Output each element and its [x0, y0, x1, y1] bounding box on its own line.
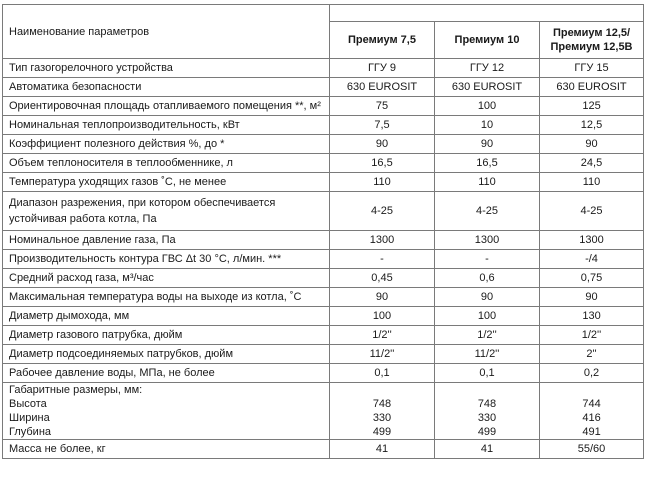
row-value: 1300 — [435, 231, 540, 250]
table-row — [3, 326, 644, 345]
row-value: 630 EUROSIT — [435, 78, 540, 97]
table-row — [3, 345, 644, 364]
row-value: 0,45 — [330, 269, 435, 288]
row-value: 1/2'' — [435, 326, 540, 345]
row-value: 90 — [330, 288, 435, 307]
table-row — [3, 154, 644, 173]
dimension-height-label: Высота — [9, 398, 47, 410]
row-value: 130 — [540, 307, 644, 326]
dimension-depth-value: 491 — [582, 426, 601, 438]
table-row — [3, 231, 644, 250]
dimensions-labels — [3, 383, 330, 440]
table-row — [3, 364, 644, 383]
dimension-width-value: 330 — [372, 412, 392, 424]
table-row — [3, 116, 644, 135]
dimensions-values-3 — [540, 383, 644, 440]
row-value: -/4 — [540, 250, 644, 269]
dimension-width-label: Ширина — [9, 412, 50, 424]
row-label: Средний расход газа, м³/час — [3, 269, 330, 288]
row-label: Ориентировочная площадь отапливаемого помещения **, м² — [3, 97, 330, 116]
row-value: 125 — [540, 97, 644, 116]
boiler-spec-table — [2, 4, 644, 459]
row-label: Рабочее давление воды, МПа, не более — [3, 364, 330, 383]
dimension-height-value: 748 — [477, 398, 497, 410]
row-value: 16,5 — [330, 154, 435, 173]
row-label: Максимальная температура воды на выходе из котла, ˚С — [3, 288, 330, 307]
dimension-height-value: 748 — [372, 398, 392, 410]
dimensions-values-2 — [435, 383, 540, 440]
row-value: 90 — [435, 135, 540, 154]
row-value: 4-25 — [540, 192, 644, 231]
table-row — [3, 173, 644, 192]
row-value: 41 — [330, 440, 435, 459]
row-value: ГГУ 9 — [330, 59, 435, 78]
dimension-width-value: 416 — [582, 412, 601, 424]
header-spacer-cell — [330, 5, 644, 22]
row-value: 0,2 — [540, 364, 644, 383]
row-label: Коэффициент полезного действия %, до * — [3, 135, 330, 154]
row-value: 630 EUROSIT — [330, 78, 435, 97]
row-label: Объем теплоносителя в теплообменнике, л — [3, 154, 330, 173]
table-row — [3, 135, 644, 154]
row-value: 0,1 — [330, 364, 435, 383]
row-value: 90 — [540, 288, 644, 307]
row-value: 100 — [330, 307, 435, 326]
row-value: 55/60 — [540, 440, 644, 459]
table-row — [3, 250, 644, 269]
dimensions-values-1 — [330, 383, 435, 440]
row-value: - — [330, 250, 435, 269]
dimension-height-value: 744 — [582, 398, 601, 410]
row-label: Номинальное давление газа, Па — [3, 231, 330, 250]
row-value: 7,5 — [330, 116, 435, 135]
row-value: 100 — [435, 97, 540, 116]
row-value: 2'' — [540, 345, 644, 364]
row-value: 4-25 — [330, 192, 435, 231]
mass-row — [3, 440, 644, 459]
row-label: Температура уходящих газов ˚С, не менее — [3, 173, 330, 192]
dimension-depth-value: 499 — [477, 426, 497, 438]
row-label: Диаметр газового патрубка, дюйм — [3, 326, 330, 345]
model-header-3 — [540, 22, 644, 59]
table-row — [3, 307, 644, 326]
table-row — [3, 192, 644, 231]
row-value: - — [435, 250, 540, 269]
table-row — [3, 288, 644, 307]
row-value: 16,5 — [435, 154, 540, 173]
dimension-width-value: 330 — [477, 412, 497, 424]
table-row — [3, 78, 644, 97]
dimensions-row — [3, 383, 644, 440]
row-value: 90 — [540, 135, 644, 154]
row-value: 630 EUROSIT — [540, 78, 644, 97]
row-label: Диаметр дымохода, мм — [3, 307, 330, 326]
table-row — [3, 59, 644, 78]
row-label: Производительность контура ГВС Δt 30 °С, л/мин. *** — [3, 250, 330, 269]
row-value: 110 — [540, 173, 644, 192]
row-value: 100 — [435, 307, 540, 326]
dimensions-title: Габаритные размеры, мм: — [9, 384, 143, 396]
row-value: 11/2'' — [435, 345, 540, 364]
param-header-label: Наименование параметров — [9, 25, 150, 38]
row-value: 0,1 — [435, 364, 540, 383]
model-header-3-line2: Премиум 12,5В — [550, 41, 633, 53]
row-label: Автоматика безопасности — [3, 78, 330, 97]
row-value: 4-25 — [435, 192, 540, 231]
row-value: 10 — [435, 116, 540, 135]
row-value: ГГУ 12 — [435, 59, 540, 78]
row-value: 1300 — [540, 231, 644, 250]
row-value: 90 — [330, 135, 435, 154]
row-value: 1/2'' — [330, 326, 435, 345]
row-label: Масса не более, кг — [3, 440, 330, 459]
row-value: 75 — [330, 97, 435, 116]
row-value: 0,6 — [435, 269, 540, 288]
row-label: Номинальная теплопроизводительность, кВт — [3, 116, 330, 135]
row-label: Тип газогорелочного устройства — [3, 59, 330, 78]
row-value: 1/2'' — [540, 326, 644, 345]
row-value: 0,75 — [540, 269, 644, 288]
row-value: 24,5 — [540, 154, 644, 173]
row-value: 11/2'' — [330, 345, 435, 364]
row-value: 1300 — [330, 231, 435, 250]
row-value: 90 — [435, 288, 540, 307]
row-value: 41 — [435, 440, 540, 459]
row-value: ГГУ 15 — [540, 59, 644, 78]
row-label: Диапазон разрежения, при котором обеспечивается устойчивая работа котла, Па — [3, 192, 330, 231]
model-header-2: Премиум 10 — [435, 22, 540, 59]
row-value: 12,5 — [540, 116, 644, 135]
dimension-depth-label: Глубина — [9, 426, 52, 438]
row-label: Диаметр подсоединяемых патрубков, дюйм — [3, 345, 330, 364]
row-value: 110 — [330, 173, 435, 192]
table-row — [3, 269, 644, 288]
table-row — [3, 97, 644, 116]
model-header-1: Премиум 7,5 — [330, 22, 435, 59]
dimension-depth-value: 499 — [372, 426, 392, 438]
param-header-cell — [3, 5, 330, 59]
header-top-row — [3, 5, 644, 22]
model-header-3-line1: Премиум 12,5/ — [552, 27, 631, 39]
row-value: 110 — [435, 173, 540, 192]
